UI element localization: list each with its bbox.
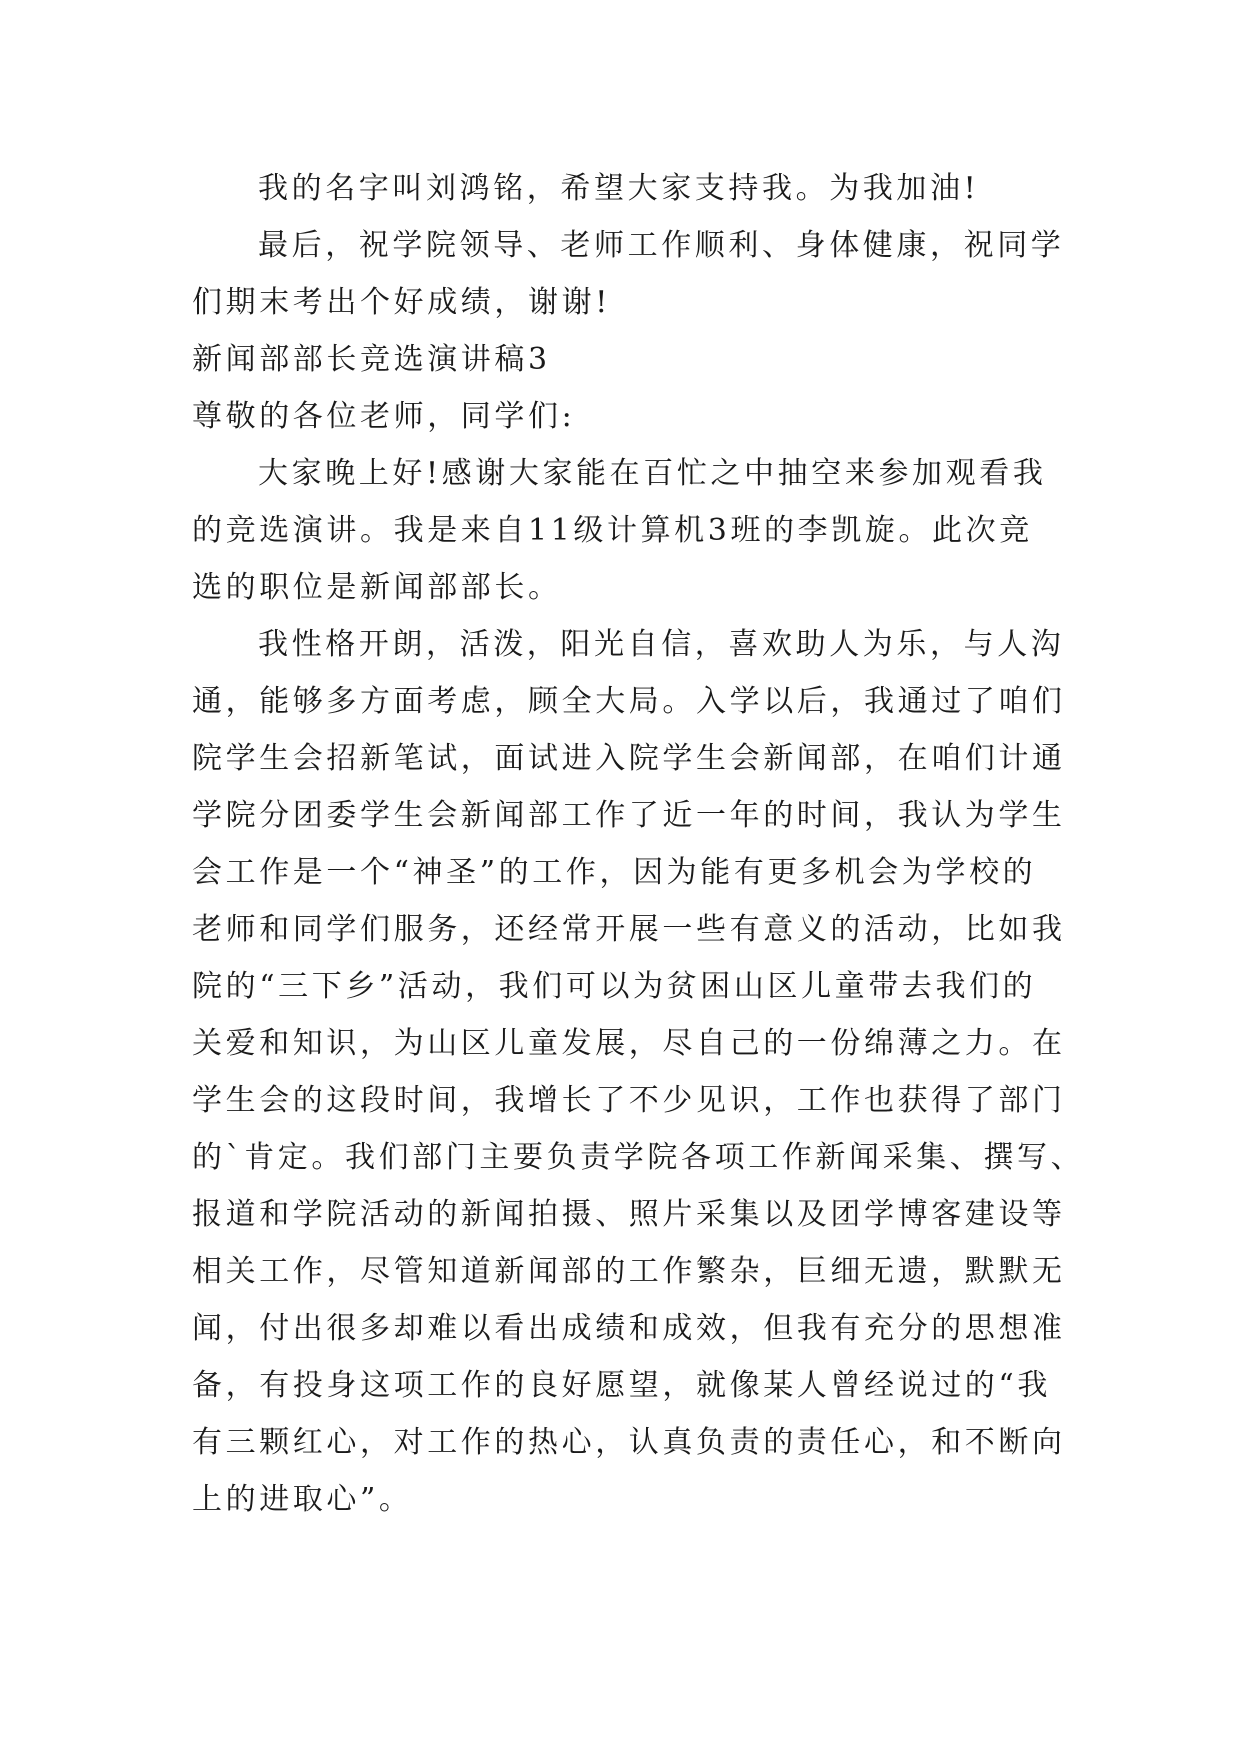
text-line: 最后，祝学院领导、老师工作顺利、身体健康，祝同学 [258,228,1065,263]
text-line: 学生会的这段时间，我增长了不少见识，工作也获得了部门 [192,1083,1066,1118]
text-line: 我的名字叫刘鸿铭，希望大家支持我。为我加油! [258,171,980,206]
text-line: 关爱和知识，为山区儿童发展，尽自己的一份绵薄之力。在 [192,1026,1066,1061]
text-line: 老师和同学们服务，还经常开展一些有意义的活动，比如我 [192,912,1066,947]
text-line: 的竞选演讲。我是来自11级计算机3班的李凯旋。此次竞 [192,513,1033,548]
text-line: 学院分团委学生会新闻部工作了近一年的时间，我认为学生 [192,798,1066,833]
section-title: 新闻部部长竞选演讲稿3 [192,342,551,377]
text-line: 备，有投身这项工作的良好愿望，就像某人曾经说过的“我 [192,1368,1051,1403]
text-line: 上的进取心”。 [192,1482,413,1517]
text-line: 有三颗红心，对工作的热心，认真负责的责任心，和不断向 [192,1425,1066,1460]
text-line: 相关工作，尽管知道新闻部的工作繁杂，巨细无遗，默默无 [192,1254,1066,1289]
salutation: 尊敬的各位老师，同学们: [192,399,576,434]
text-line: 大家晚上好!感谢大家能在百忙之中抽空来参加观看我 [258,456,1047,491]
text-line: 我性格开朗，活泼，阳光自信，喜欢助人为乐，与人沟 [258,627,1065,662]
text-line: 们期末考出个好成绩，谢谢! [192,285,611,320]
text-line: 闻，付出很多却难以看出成绩和成效，但我有充分的思想准 [192,1311,1066,1346]
text-line: 院学生会招新笔试，面试进入院学生会新闻部，在咱们计通 [192,741,1066,776]
text-line: 会工作是一个“神圣”的工作，因为能有更多机会为学校的 [192,855,1037,890]
text-line: 院的“三下乡”活动，我们可以为贫困山区儿童带去我们的 [192,969,1037,1004]
text-line: 报道和学院活动的新闻拍摄、照片采集以及团学博客建设等 [192,1197,1066,1232]
text-line: 通，能够多方面考虑，顾全大局。入学以后，我通过了咱们 [192,684,1066,719]
text-line: 选的职位是新闻部部长。 [192,570,562,605]
text-line: 的`肯定。我们部门主要负责学院各项工作新闻采集、撰写、 [192,1140,1085,1175]
